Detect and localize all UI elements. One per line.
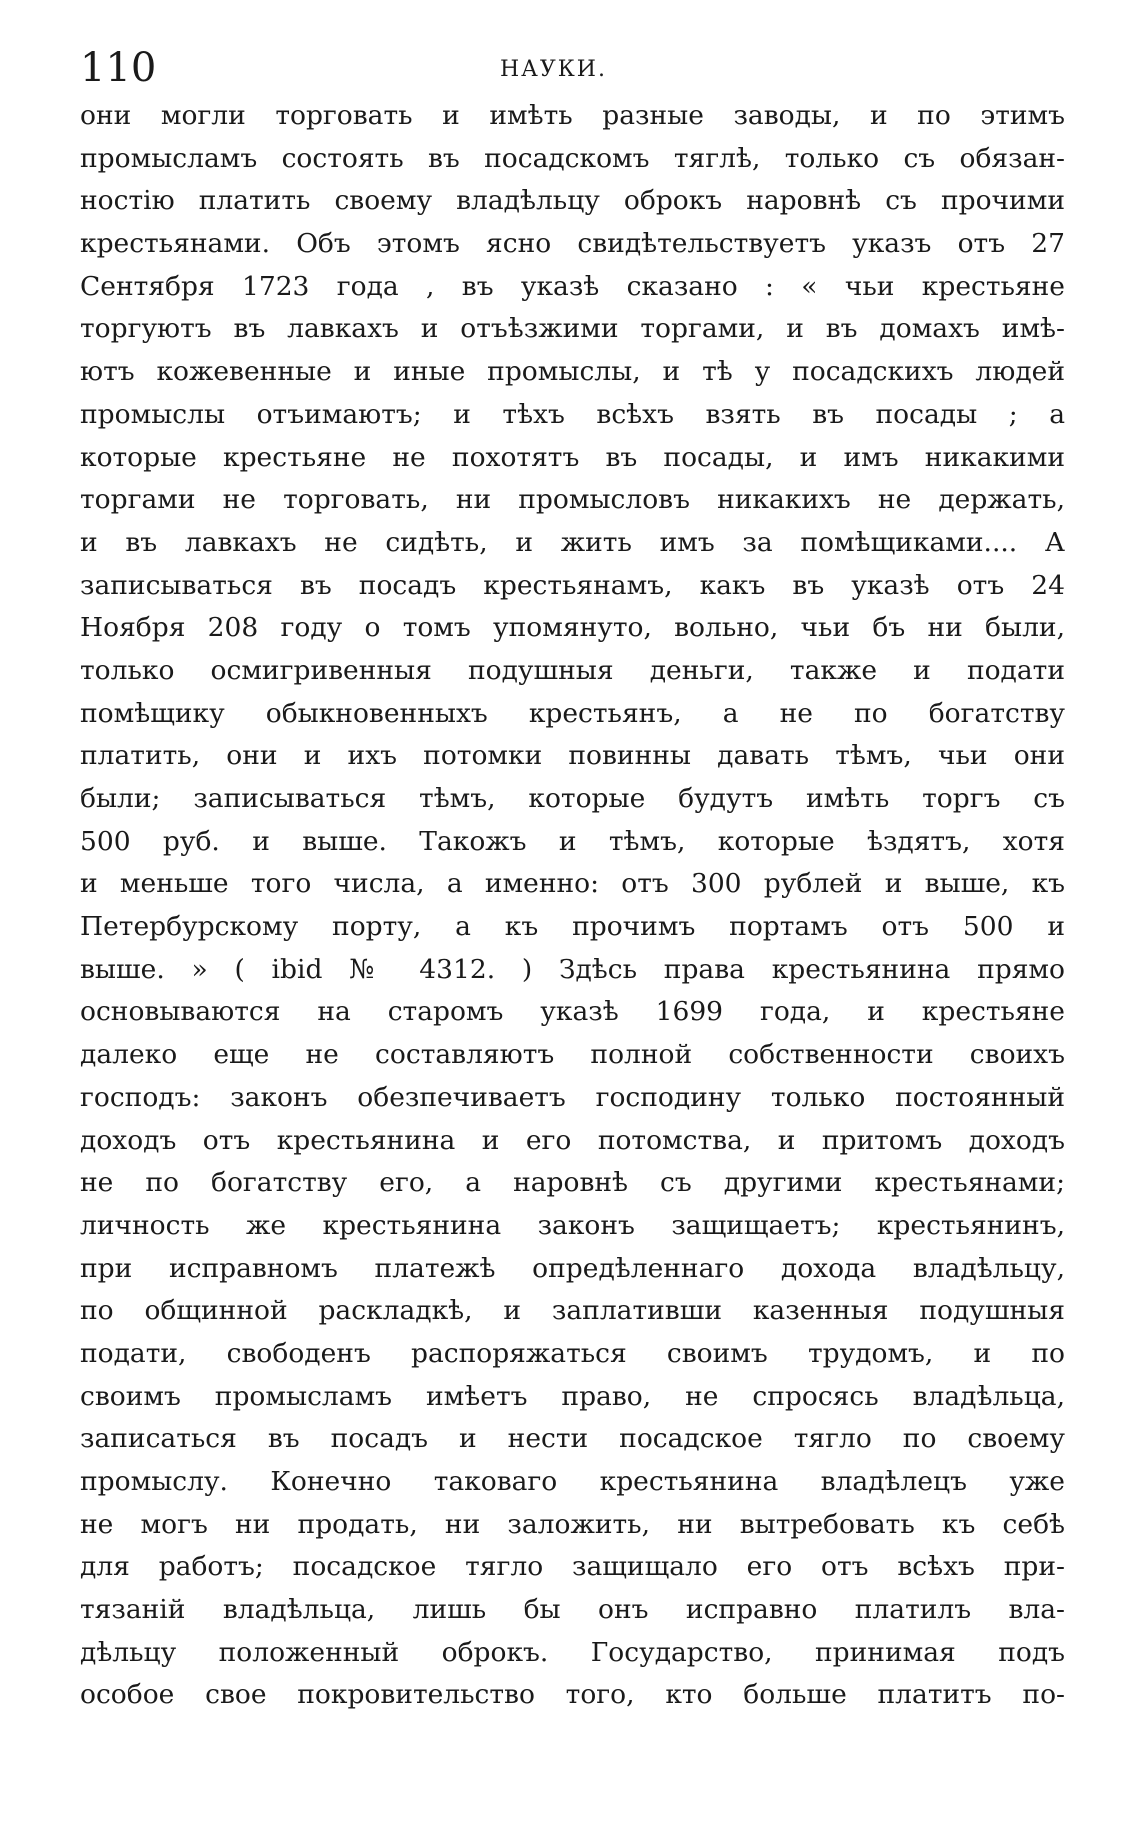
text-line: записываться въ посадъ крестьянамъ, какъ въ указѣ отъ 24 bbox=[80, 569, 1065, 601]
section-title: НАУКИ. bbox=[500, 57, 607, 82]
text-line: своимъ промысламъ имѣетъ право, не спросясь владѣльца, bbox=[80, 1380, 1065, 1412]
text-line: не по богатству его, а наровнѣ съ другими крестьянами; bbox=[80, 1167, 1065, 1199]
text-line: для работъ; посадское тягло защищало его отъ всѣхъ при- bbox=[80, 1551, 1065, 1583]
text-line: торгами не торговать, ни промысловъ никакихъ не держать, bbox=[80, 484, 1065, 516]
text-line: при исправномъ платежѣ опредѣленнаго дохода владѣльцу, bbox=[80, 1252, 1065, 1284]
body-text bbox=[80, 95, 1065, 1717]
page-number: 110 bbox=[80, 45, 157, 91]
text-line: тязаній владѣльца, лишь бы онъ исправно платилъ вла- bbox=[80, 1594, 1065, 1626]
text-line: промыслу. Конечно таковаго крестьянина владѣлецъ уже bbox=[80, 1466, 1065, 1497]
text-line: торгуютъ въ лавкахъ и отъѣзжими торгами, и въ домахъ имѣ- bbox=[80, 313, 1065, 345]
text-line: дѣльцу положенный оброкъ. Государство, принимая подъ bbox=[80, 1636, 1065, 1668]
text-line: выше. » ( ibid № 4312. ) Здѣсь права крестьянина прямо bbox=[80, 953, 1065, 985]
text-line: 500 руб. и выше. Такожъ и тѣмъ, которые ѣздятъ, хотя bbox=[80, 825, 1065, 857]
text-line: были; записываться тѣмъ, которые будутъ имѣть торгъ съ bbox=[80, 783, 1065, 814]
text-line: ютъ кожевенные и иные промыслы, и тѣ у посадскихъ людей bbox=[80, 356, 1065, 388]
text-line: они могли торговать и имѣть разные заводы, и по этимъ bbox=[80, 100, 1065, 131]
text-line: и меньше того числа, а именно: отъ 300 рублей и выше, къ bbox=[80, 868, 1065, 900]
text-line: промыслы отъимаютъ; и тѣхъ всѣхъ взять въ посады ; а bbox=[80, 398, 1065, 430]
text-line: ностію платить своему владѣльцу оброкъ наровнѣ съ прочими bbox=[80, 185, 1065, 217]
text-line: не могъ ни продать, ни заложить, ни вытребовать къ себѣ bbox=[80, 1508, 1065, 1540]
text-line: платить, они и ихъ потомки повинны давать тѣмъ, чьи они bbox=[80, 740, 1065, 772]
text-line: Петербурскому порту, а къ прочимъ портамъ отъ 500 и bbox=[80, 911, 1065, 943]
text-line: записаться въ посадъ и нести посадское тягло по своему bbox=[80, 1423, 1065, 1455]
text-line: промысламъ состоять въ посадскомъ тяглѣ, только съ обязан- bbox=[80, 142, 1065, 174]
text-line: по общинной раскладкѣ, и заплативши казенныя подушныя bbox=[80, 1295, 1065, 1327]
text-line: подати, свободенъ распоряжаться своимъ трудомъ, и по bbox=[80, 1337, 1065, 1369]
text-line: доходъ отъ крестьянина и его потомства, и притомъ доходъ bbox=[80, 1124, 1065, 1156]
text-line: основываются на старомъ указѣ 1699 года, и крестьяне bbox=[80, 996, 1065, 1028]
text-line: далеко еще не составляютъ полной собственности своихъ bbox=[80, 1039, 1065, 1071]
running-head bbox=[70, 40, 1055, 90]
text-line: Сентября 1723 года , въ указѣ сказано : « чьи крестьяне bbox=[80, 270, 1065, 302]
text-line: особое свое покровительство того, кто больше платитъ по- bbox=[80, 1679, 1065, 1711]
text-line: которые крестьяне не похотятъ въ посады, и имъ никакими bbox=[80, 441, 1065, 473]
text-line: Ноября 208 году о томъ упомянуто, вольно, чьи бъ ни были, bbox=[80, 612, 1065, 644]
text-line: личность же крестьянина законъ защищаетъ; крестьянинъ, bbox=[80, 1209, 1065, 1241]
text-line: помѣщику обыкновенныхъ крестьянъ, а не по богатству bbox=[80, 697, 1065, 729]
text-line: крестьянами. Объ этомъ ясно свидѣтельствуетъ указъ отъ 27 bbox=[80, 228, 1065, 260]
text-line: и въ лавкахъ не сидѣть, и жить имъ за помѣщиками.... А bbox=[80, 526, 1065, 558]
text-line: господъ: законъ обезпечиваетъ господину только постоянный bbox=[80, 1081, 1065, 1113]
text-line: только осмигривенныя подушныя деньги, также и подати bbox=[80, 654, 1065, 686]
